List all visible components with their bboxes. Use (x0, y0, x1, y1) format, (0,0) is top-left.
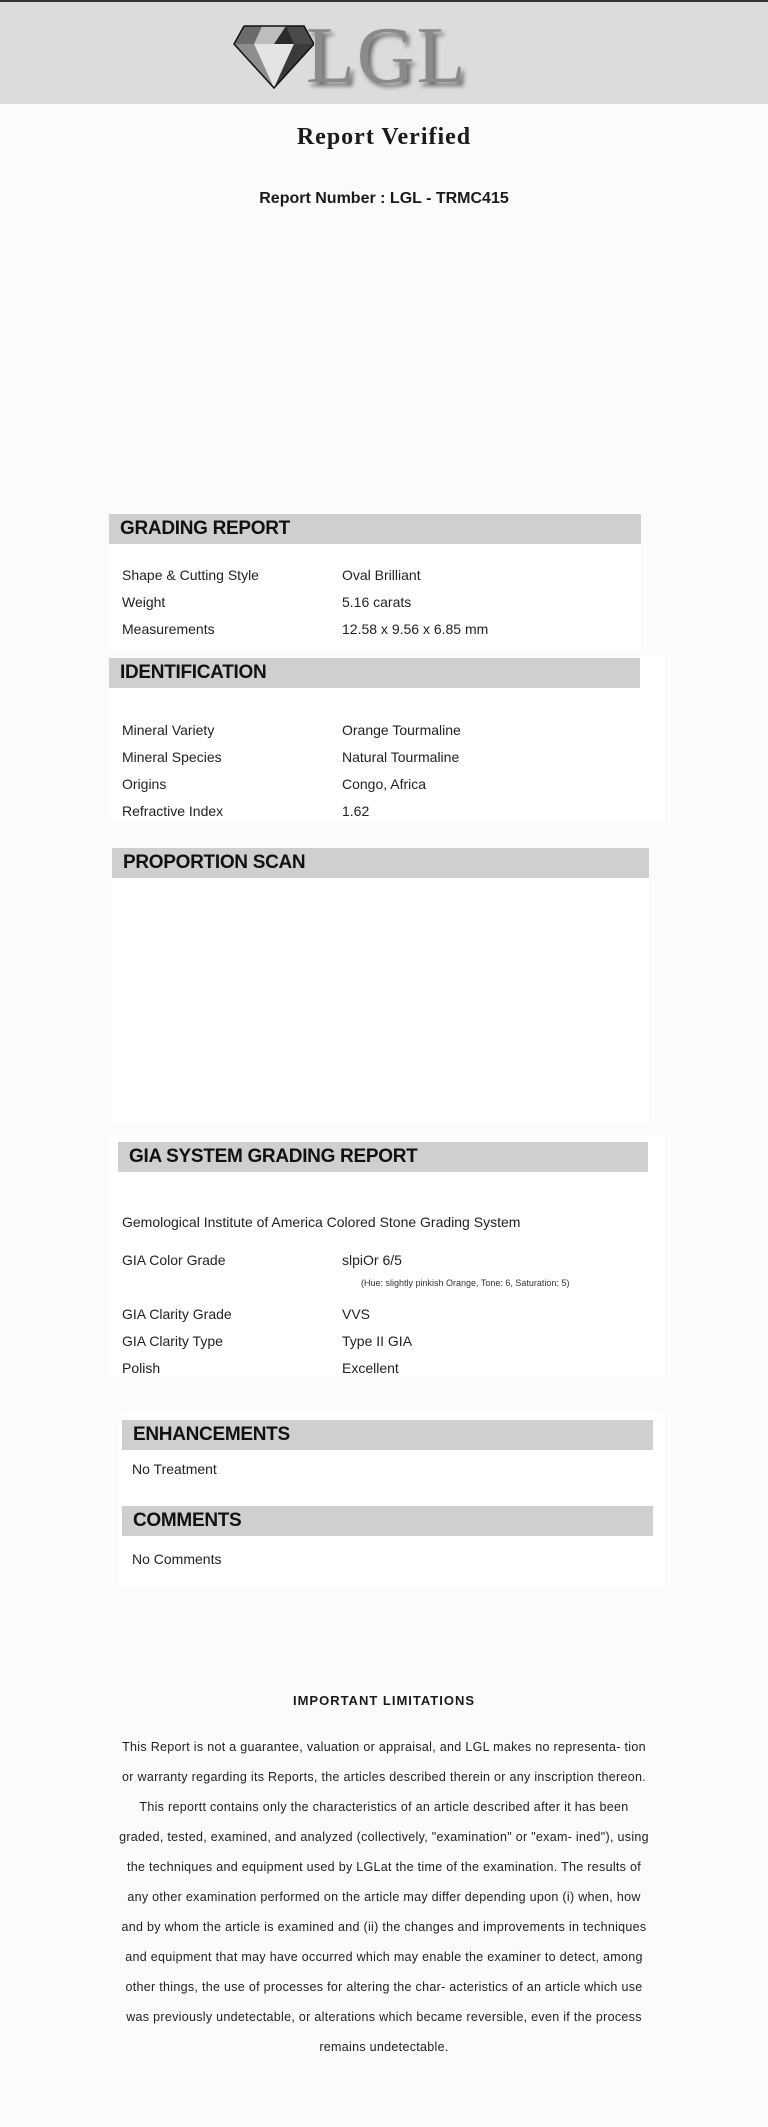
origins-label: Origins (122, 776, 167, 792)
shape-value: Oval Brilliant (342, 567, 421, 583)
limitations-heading: IMPORTANT LIMITATIONS (292, 1693, 476, 1708)
report-number: Report Number : LGL - TRMC415 (259, 190, 509, 207)
grading-report-heading: GRADING REPORT (109, 514, 641, 544)
proportion-scan-panel (112, 846, 649, 1124)
header-banner (0, 0, 768, 104)
gia-color-grade-label: GIA Color Grade (122, 1252, 226, 1268)
comments-heading: COMMENTS (122, 1506, 653, 1536)
mineral-species-label: Mineral Species (122, 749, 222, 765)
refractive-index-value: 1.62 (342, 803, 370, 819)
shape-label: Shape & Cutting Style (122, 567, 259, 583)
identification-heading: IDENTIFICATION (109, 658, 640, 688)
gia-clarity-type-label: GIA Clarity Type (122, 1333, 223, 1349)
gia-system-text: Gemological Institute of America Colored Stone Grading System (122, 1214, 521, 1230)
logo-text: LGL (306, 12, 468, 100)
origins-value: Congo, Africa (342, 776, 427, 792)
gia-color-note: (Hue: slightly pinkish Orange, Tone: 6, Saturation: 5) (361, 1278, 570, 1288)
lgl-logo (232, 12, 492, 100)
mineral-variety-value: Orange Tourmaline (342, 722, 461, 738)
gia-clarity-type-value: Type II GIA (342, 1333, 413, 1349)
measurements-value: 12.58 x 9.56 x 6.85 mm (342, 621, 489, 637)
limitations-text: This Report is not a guarantee, valuation or appraisal, and LGL makes no representa- tion or warranty regarding its Reports, the articles described therein or any inscription thereon. This reportt contains only the characteristics of an article described after it has been graded, tested, examined, and analyzed (collectively, "examination" or "exam- ined"), using the techniques and equipment used by LGLat the time of the examination. The results of any other examination performed on the article may differ depending upon (i) when, how and by whom the article is examined and (ii) the changes and improvements in techniques and equipment that may have occurred which may enable the examiner to detect, among other things, the use of processes for altering the char- acteristics of an article which use was previously undetectable, or alterations which became reversible, even if the process remains undetectable. (119, 1740, 649, 2054)
gia-heading: GIA SYSTEM GRADING REPORT (118, 1142, 648, 1172)
weight-value: 5.16 carats (342, 594, 412, 610)
page-title: Report Verified (296, 124, 472, 150)
comments-text: No Comments (132, 1551, 222, 1567)
polish-value: Excellent (342, 1360, 399, 1376)
mineral-variety-label: Mineral Variety (122, 722, 215, 738)
mineral-species-value: Natural Tourmaline (342, 749, 460, 765)
measurements-label: Measurements (122, 621, 215, 637)
diamond-icon (232, 20, 316, 92)
weight-label: Weight (122, 594, 166, 610)
polish-label: Polish (122, 1360, 161, 1376)
enhancements-heading: ENHANCEMENTS (122, 1420, 653, 1450)
enhancements-text: No Treatment (132, 1461, 217, 1477)
gia-clarity-grade-label: GIA Clarity Grade (122, 1306, 232, 1322)
proportion-scan-heading: PROPORTION SCAN (112, 848, 649, 878)
gia-color-grade-value: slpiOr 6/5 (342, 1252, 402, 1268)
refractive-index-label: Refractive Index (122, 803, 224, 819)
gia-clarity-grade-value: VVS (342, 1306, 371, 1322)
